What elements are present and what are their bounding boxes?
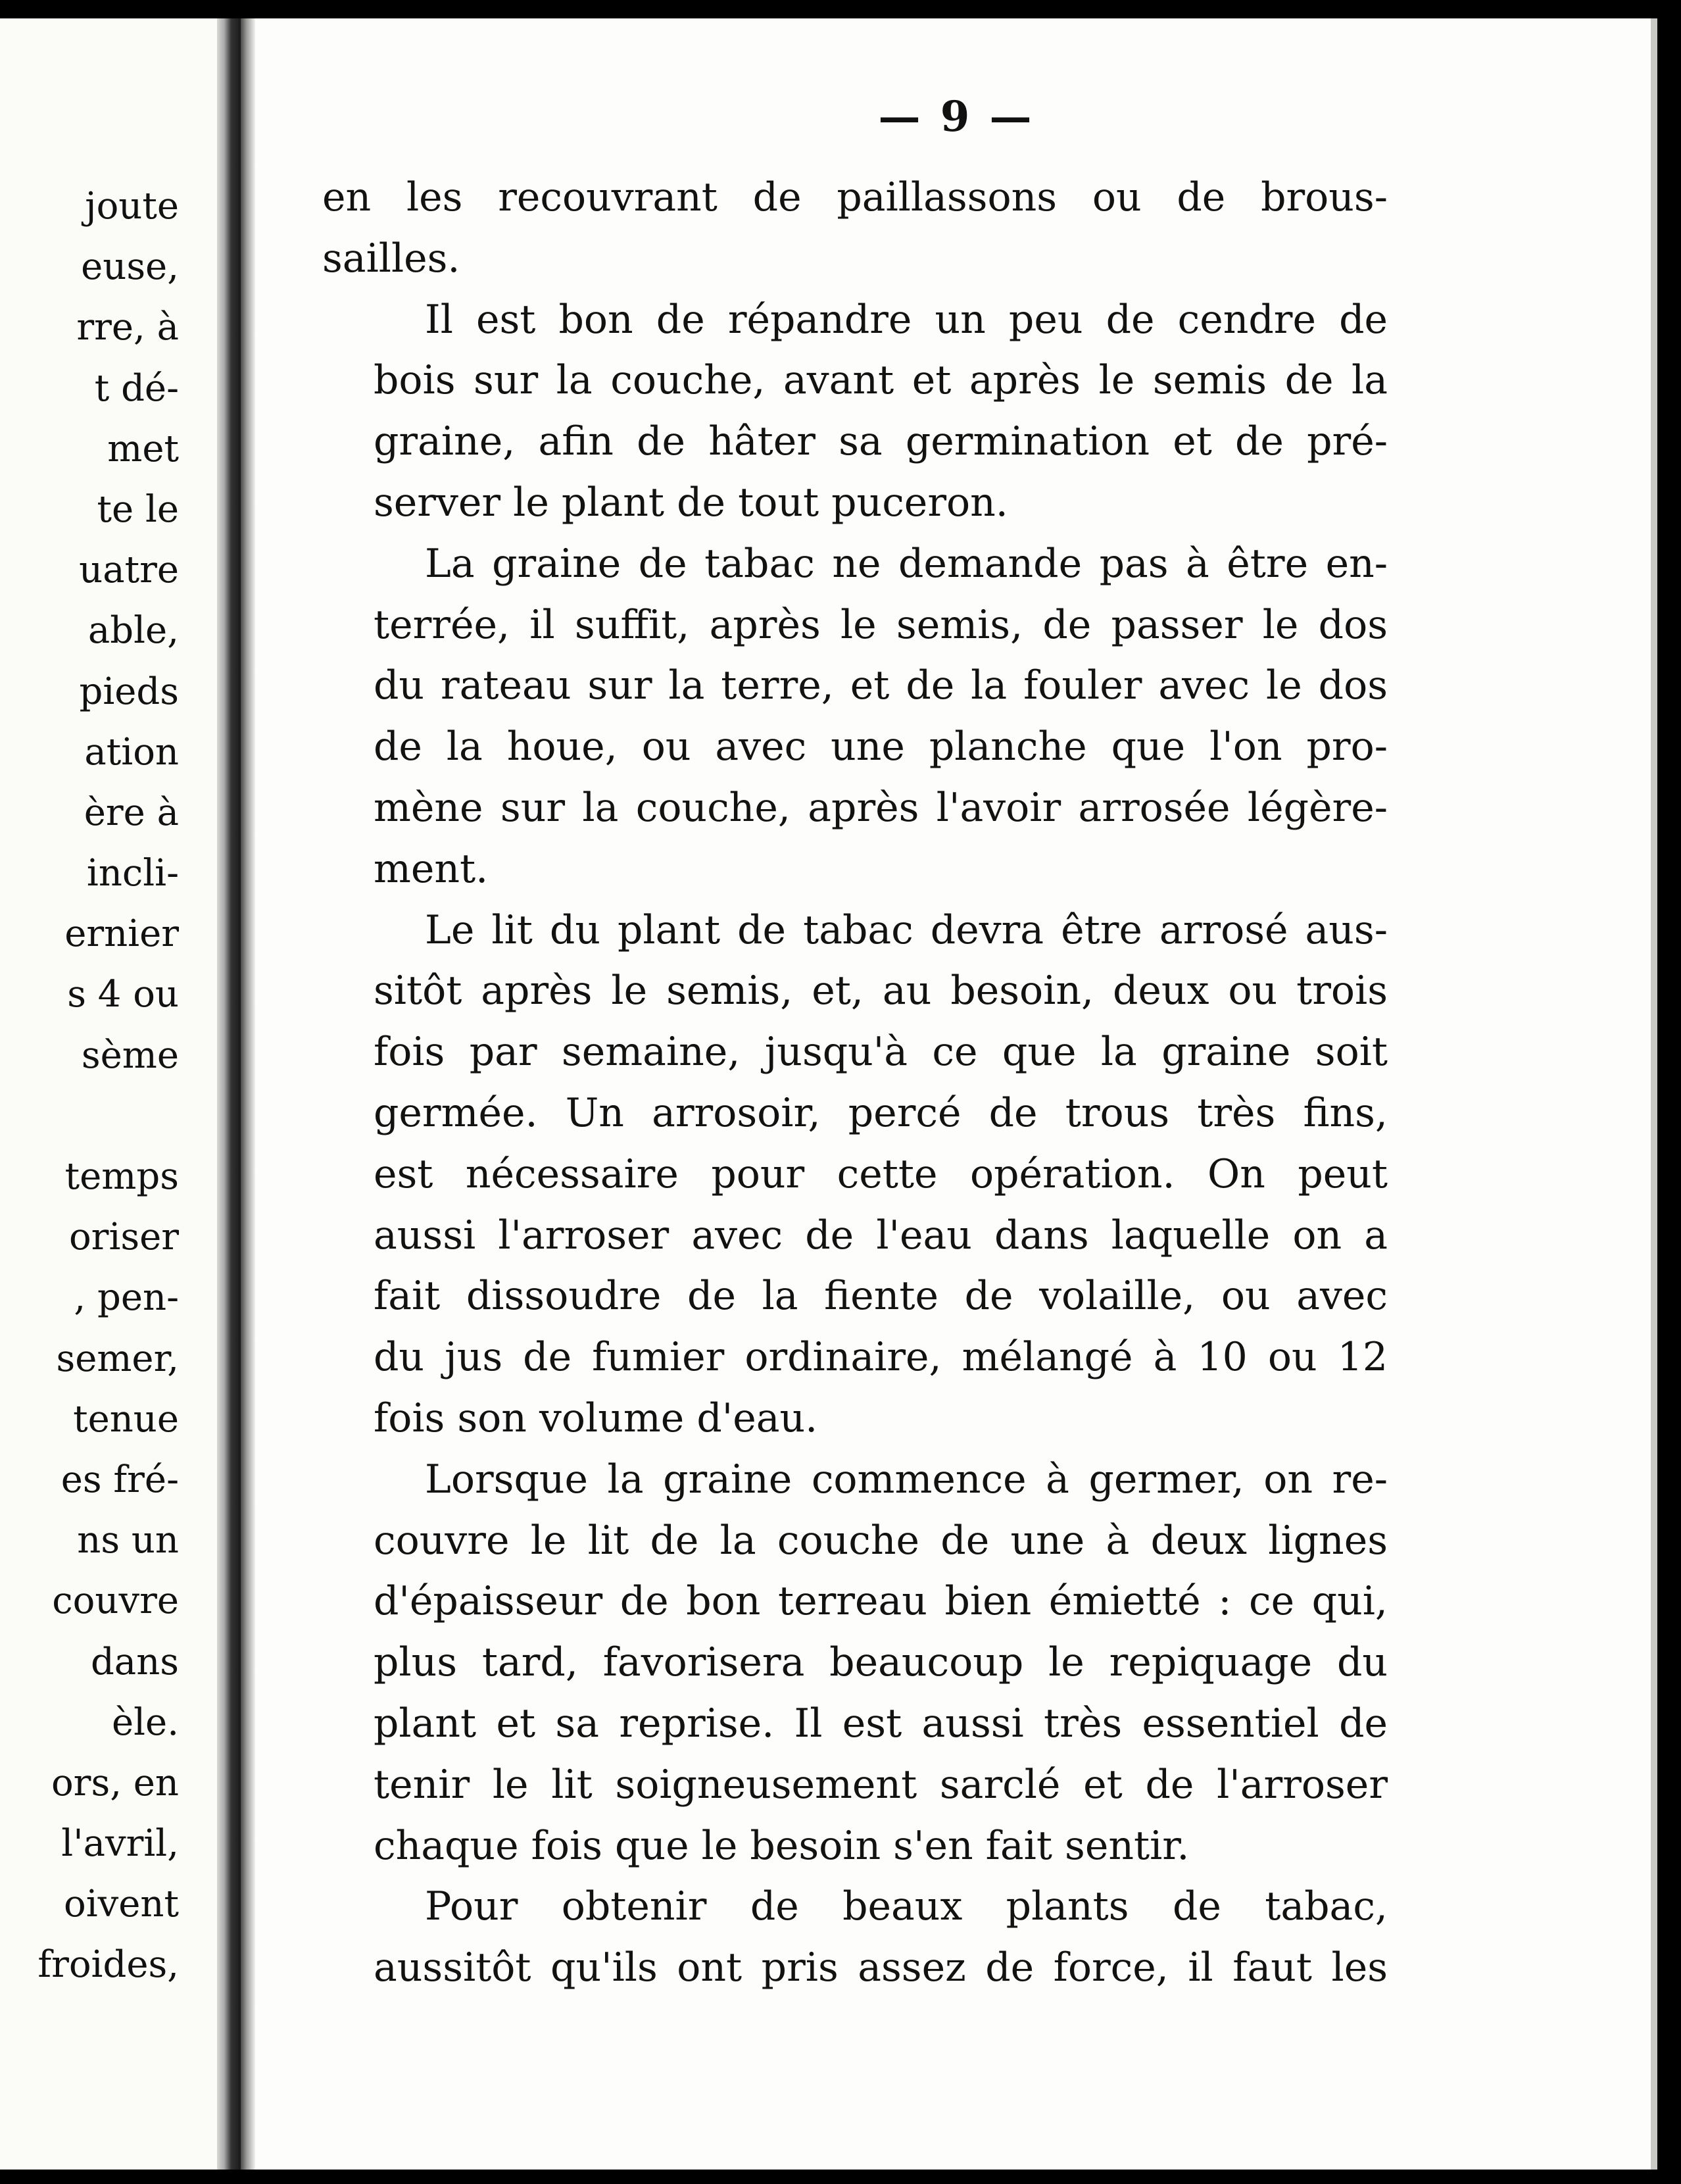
text-line: du jus de fumier ordinaire, mélangé à 10 ou 12: [374, 1334, 1388, 1381]
page-number: — 9 —: [878, 92, 1035, 141]
paragraph: [322, 1449, 1388, 1877]
text-line: fait dissoudre de la fiente de volaille, ou avec: [374, 1273, 1388, 1320]
left-page-line: tenue: [73, 1397, 179, 1441]
text-line: terrée, il suffit, après le semis, de passer le dos: [374, 601, 1388, 648]
left-page-text-fragments: [37, 176, 179, 1996]
text-line: chaque fois que le besoin s'en fait sentir.: [374, 1822, 1190, 1869]
left-page-line: ernier: [64, 912, 179, 956]
text-line: sailles.: [322, 235, 460, 282]
text-line: plus tard, favorisera beaucoup le repiquage du: [374, 1639, 1388, 1686]
left-page-line: ère à: [84, 791, 179, 834]
left-facing-page: [0, 18, 217, 2170]
text-line: Lorsque la graine commence à germer, on re-: [425, 1456, 1388, 1502]
text-line: Il est bon de répandre un peu de cendre de: [425, 296, 1388, 343]
text-line: de la houe, ou avec une planche que l'on pro-: [374, 724, 1388, 770]
left-page-line: ors, en: [51, 1761, 179, 1804]
left-page-line: able,: [87, 609, 179, 653]
left-page-line: èle.: [112, 1700, 179, 1744]
left-page-line: semer,: [56, 1337, 179, 1380]
text-line: germée. Un arrosoir, percé de trous très fins,: [374, 1089, 1388, 1136]
text-line: en les recouvrant de paillassons ou de brous-: [322, 174, 1388, 220]
text-line: aussitôt qu'ils ont pris assez de force, il faut les: [374, 1945, 1388, 1991]
text-line: plant et sa reprise. Il est aussi très essentiel de: [374, 1700, 1388, 1747]
left-page-line: froides,: [37, 1943, 179, 1987]
left-page-line: l'avril,: [61, 1822, 179, 1866]
left-page-line: , pen-: [74, 1276, 179, 1320]
text-line: ment.: [374, 845, 489, 892]
text-line: d'épaisseur de bon terreau bien émietté : ce qui,: [374, 1578, 1388, 1625]
left-page-line: temps: [64, 1155, 179, 1198]
text-line: Le lit du plant de tabac devra être arrosé aus-: [425, 906, 1388, 953]
left-page-line: rre, à: [76, 306, 179, 349]
text-line: du rateau sur la terre, et de la fouler avec le dos: [374, 662, 1388, 709]
text-line: server le plant de tout puceron.: [374, 479, 1008, 526]
text-line: Pour obtenir de beaux plants de tabac,: [425, 1883, 1388, 1930]
left-page-line: incli-: [86, 852, 179, 895]
spine-shadow: [241, 18, 255, 2170]
left-page-line: met: [107, 427, 179, 470]
left-page-line: oivent: [64, 1883, 179, 1926]
left-page-line: es fré-: [61, 1458, 179, 1501]
text-line: fois son volume d'eau.: [374, 1395, 818, 1441]
paragraph: [322, 1876, 1388, 1998]
left-page-line: ation: [84, 730, 179, 774]
left-page-line: [37, 1086, 179, 1147]
text-line: aussi l'arroser avec de l'eau dans laquelle on a: [374, 1212, 1388, 1258]
text-line: La graine de tabac ne demande pas à être en-: [425, 540, 1388, 587]
left-page-line: euse,: [81, 245, 179, 289]
left-page-line: ns un: [77, 1519, 179, 1562]
paragraph: [322, 900, 1388, 1449]
text-line: mène sur la couche, après l'avoir arrosée légère-: [374, 784, 1388, 831]
text-line: couvre le lit de la couche de une à deux lignes: [374, 1517, 1388, 1564]
text-line: graine, afin de hâter sa germination et de pré-: [374, 418, 1388, 465]
left-page-line: joute: [85, 185, 179, 228]
paragraph: [322, 167, 1388, 289]
left-page-line: pieds: [79, 670, 179, 713]
left-page-line: te le: [97, 487, 179, 531]
book-gutter: [217, 18, 241, 2170]
left-page-line: s 4 ou: [67, 973, 179, 1016]
text-line: tenir le lit soigneusement sarclé et de l'arroser: [374, 1761, 1388, 1808]
text-line: fois par semaine, jusqu'à ce que la graine soit: [374, 1029, 1388, 1076]
paragraph: [322, 289, 1388, 534]
left-page-line: dans: [90, 1640, 179, 1683]
left-page-line: couvre: [52, 1579, 179, 1623]
text-line: est nécessaire pour cette opération. On peut: [374, 1151, 1388, 1197]
main-page: [255, 18, 1657, 2170]
page-edge: [1651, 18, 1657, 2170]
left-page-line: sème: [81, 1033, 179, 1077]
paragraph: [322, 534, 1388, 900]
left-page-line: t dé-: [94, 366, 179, 410]
text-line: sitôt après le semis, et, au besoin, deux ou trois: [374, 968, 1388, 1014]
body-text: [322, 167, 1388, 1998]
text-line: bois sur la couche, avant et après le semis de la: [374, 357, 1388, 404]
left-page-line: uatre: [79, 549, 179, 592]
left-page-line: oriser: [68, 1216, 179, 1259]
